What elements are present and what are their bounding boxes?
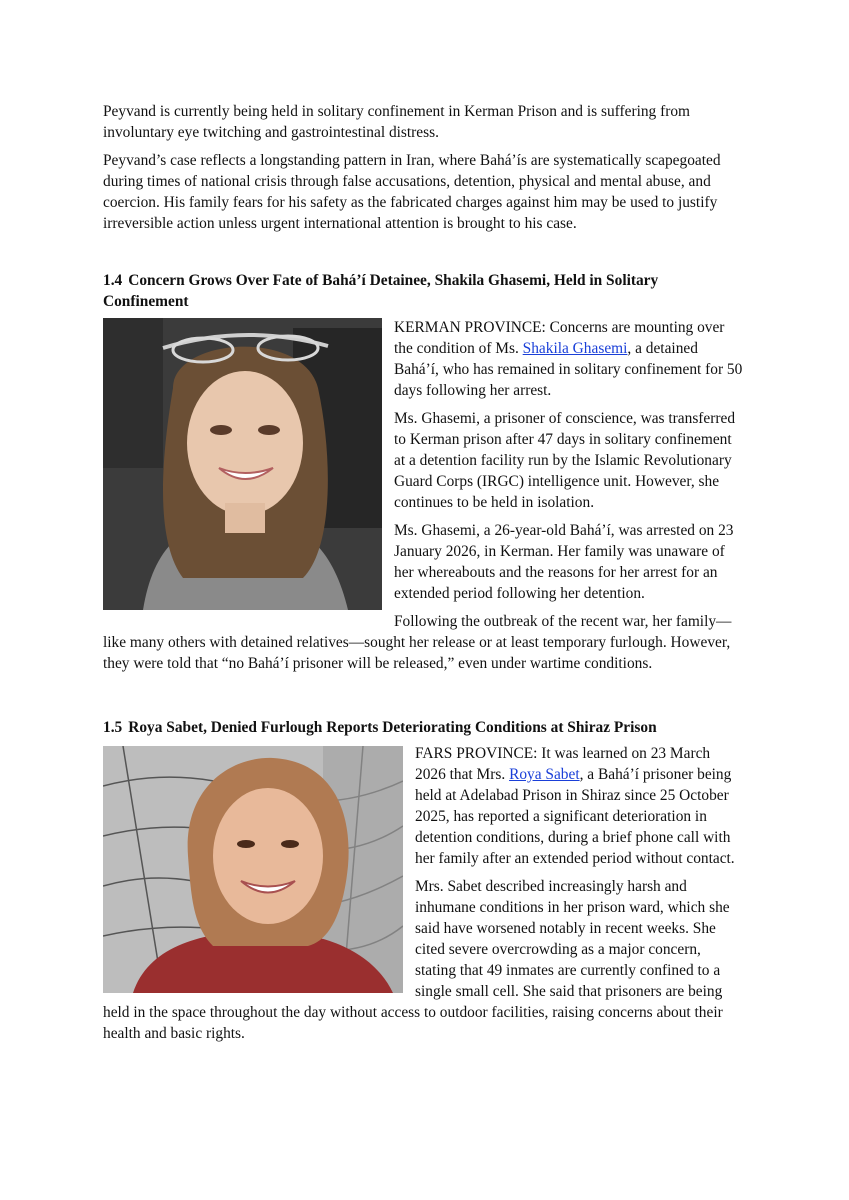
section-1-4-paragraph-2: Ms. Ghasemi, a prisoner of conscience, was transferred to Kerman prison after 47 days in solitary confinement at a detention facility run by the Islamic Revolutionary Guard Corps (IRGC) intelligence unit. However, she continues to be held in isolation. (394, 410, 736, 511)
section-1-4-paragraph-3: Ms. Ghasemi, a 26-year-old Bahá’í, was arrested on 23 January 2026, in Kerman. Her family was unaware of her whereabouts and the reasons for her arrest for an extended period following her detention. (394, 522, 734, 602)
portrait-illustration (103, 318, 382, 610)
portrait-illustration (103, 746, 403, 993)
intro-paragraph-1: Peyvand is currently being held in solitary confinement in Kerman Prison and is suffering from involuntary eye twitching and gastrointestinal distress. (103, 103, 691, 141)
roya-sabet-link[interactable]: Roya Sabet (509, 766, 580, 783)
section-1-4-paragraph-4: Following the outbreak of the recent war, her family—like many others with detained relatives—sought her release or at least temporary furlough. However, they were told that “no Bahá’í prisoner will be released,” even under wartime conditions. (103, 613, 732, 672)
section-1-4-heading (103, 270, 743, 312)
section-title: Concern Grows Over Fate of Bahá’í Detainee, Shakila Ghasemi, Held in Solitary Confinement (103, 272, 659, 310)
section-title: Roya Sabet, Denied Furlough Reports Deteriorating Conditions at Shiraz Prison (128, 719, 657, 736)
intro-paragraph-2: Peyvand’s case reflects a longstanding pattern in Iran, where Bahá’ís are systematically scapegoated during times of national crisis through false accusations, detention, physical and mental abuse, and coercion. His family fears for his safety as the fabricated charges against him may be used to justify irreversible action unless urgent international attention is brought to his case. (103, 152, 721, 232)
section-1-5-heading (103, 717, 743, 738)
section-1-5-paragraph-2: Mrs. Sabet described increasingly harsh and inhumane conditions in her prison ward, which she said have worsened notably in recent weeks. She cited severe overcrowding as a major concern, stating that 49 inmates are currently confined to a single small cell. She said that prisoners are being held in the space throughout the day without access to outdoor facilities, raising concerns about their health and basic rights. (103, 878, 730, 1042)
text-run: , a detained Bahá’í, who has remained in solitary confinement for 50 days following her arrest. (394, 340, 743, 399)
text-run: FARS PROVINCE: It was learned on 23 March 2026 that Mrs. (415, 745, 711, 783)
text-run: , a Bahá’í prisoner being held at Adelabad Prison in Shiraz since 25 October 2025, has reported a significant deterioration in detention conditions, during a brief phone call with her family after an extended period without contact. (415, 766, 735, 867)
roya-sabet-photo (103, 746, 403, 993)
section-number: 1.4 (103, 272, 123, 289)
text-run: KERMAN PROVINCE: Concerns are mounting over the condition of Ms. (394, 319, 725, 357)
shakila-ghasemi-link[interactable]: Shakila Ghasemi (522, 340, 628, 357)
section-number: 1.5 (103, 719, 123, 736)
shakila-ghasemi-photo (103, 318, 382, 610)
document-page (103, 101, 743, 1051)
